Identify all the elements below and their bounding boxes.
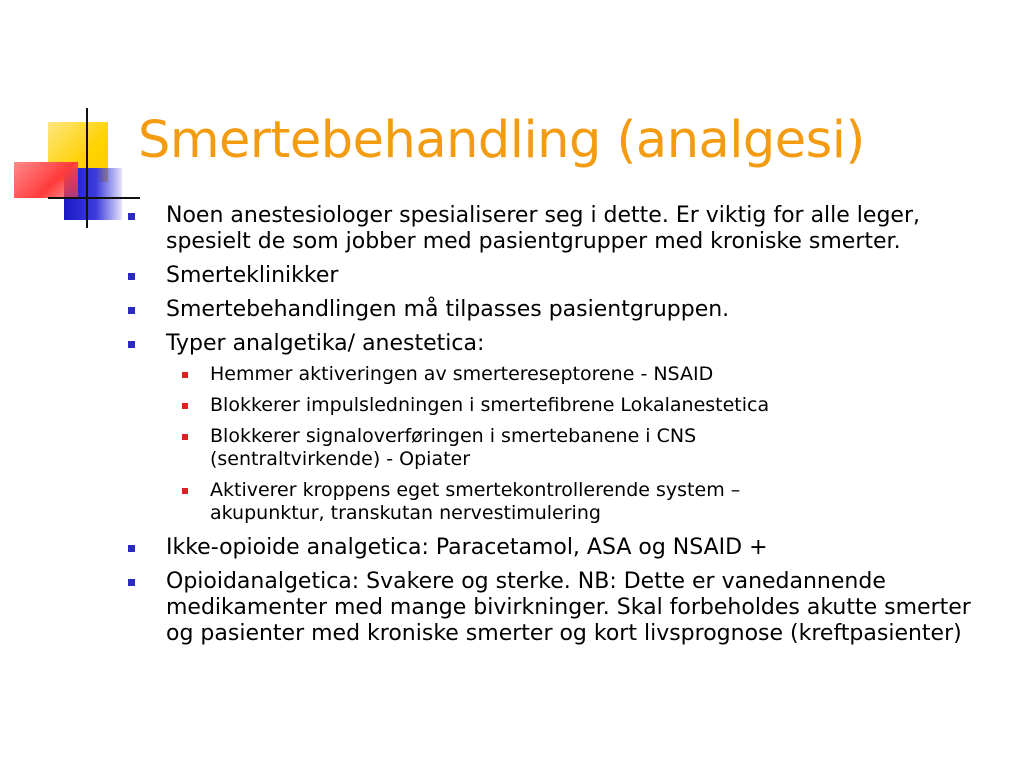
bullet-item — [126, 569, 986, 647]
square-bullet-icon — [128, 273, 135, 280]
sub-bullet-item — [166, 394, 830, 417]
sub-bullet-item — [166, 363, 830, 386]
bullet-item — [126, 263, 986, 289]
small-square-bullet-icon — [182, 488, 188, 494]
slide-title: Smertebehandling (analgesi) — [138, 111, 865, 170]
square-bullet-icon — [128, 213, 135, 220]
small-square-bullet-icon — [182, 434, 188, 440]
bullet-item — [126, 535, 986, 561]
bullet-text: Ikke-opioide analgetica: Paracetamol, ASA og NSAID + — [166, 535, 768, 560]
bullet-item — [126, 203, 986, 255]
small-square-bullet-icon — [182, 403, 188, 409]
bullet-text: Smertebehandlingen må tilpasses pasientgruppen. — [166, 297, 730, 322]
sub-bullet-text: Blokkerer impulsledningen i smertefibrene Lokalanestetica — [210, 394, 770, 416]
bullet-text: Typer analgetika/ anestetica: — [166, 331, 485, 356]
bullet-text: Smerteklinikker — [166, 263, 339, 288]
sub-bullet-text: Hemmer aktiveringen av smertereseptorene - NSAID — [210, 363, 714, 385]
sub-bullet-list — [166, 363, 986, 525]
decor-horizontal-line — [48, 197, 140, 199]
bullet-list — [126, 203, 986, 647]
sub-bullet-item — [166, 425, 830, 471]
sub-bullet-text: Blokkerer signaloverføringen i smertebanene i CNS (sentraltvirkende) - Opiater — [210, 425, 697, 470]
decor-red-square — [14, 162, 78, 198]
square-bullet-icon — [128, 307, 135, 314]
small-square-bullet-icon — [182, 372, 188, 378]
sub-bullet-item — [166, 479, 830, 525]
square-bullet-icon — [128, 579, 135, 586]
decor-vertical-line — [86, 108, 88, 228]
bullet-item — [126, 331, 986, 525]
slide-content — [126, 203, 986, 655]
square-bullet-icon — [128, 341, 135, 348]
sub-bullet-text: Aktiverer kroppens eget smertekontrollerende system – akupunktur, transkutan nervestimulering — [210, 479, 741, 524]
bullet-text: Opioidanalgetica: Svakere og sterke. NB: Dette er vanedannende medikamenter med mange bivirkninger. Skal forbeholdes akutte smerter og pasienter med kroniske smerter og kort livsprognose (kreftpasienter) — [166, 569, 971, 646]
bullet-text: Noen anestesiologer spesialiserer seg i dette. Er viktig for alle leger, spesielt de som jobber med pasientgrupper med kroniske smerter. — [166, 203, 920, 254]
bullet-item — [126, 297, 986, 323]
square-bullet-icon — [128, 545, 135, 552]
